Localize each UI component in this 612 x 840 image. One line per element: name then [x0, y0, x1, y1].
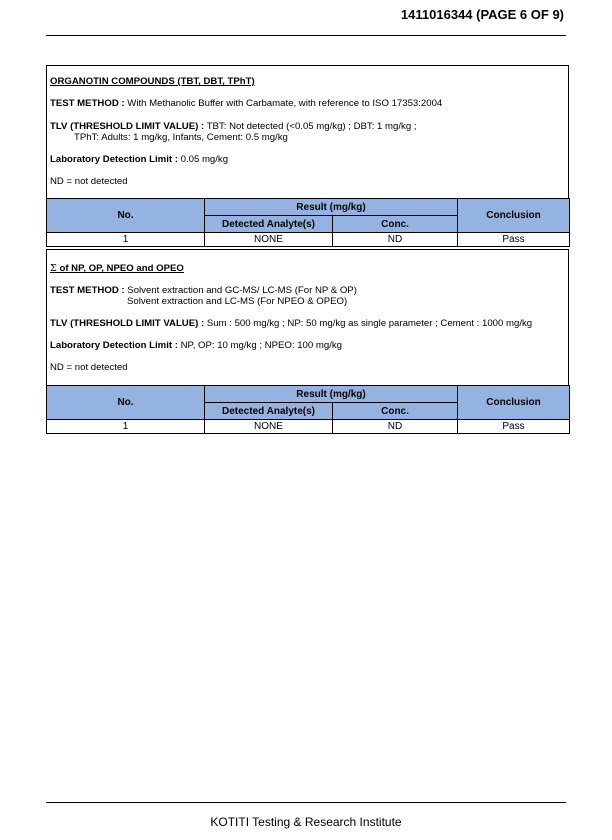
tlv: [50, 318, 532, 329]
tlv-label: TLV (THRESHOLD LIMIT VALUE) :: [50, 121, 205, 132]
header-divider: [46, 35, 566, 36]
test-method: [50, 98, 442, 109]
footer-institute: KOTITI Testing & Research Institute: [210, 815, 402, 829]
col-header-no: No.: [47, 199, 205, 233]
nd-note: ND = not detected: [50, 362, 128, 373]
tlv-text: Sum : 500 mg/kg ; NP: 50 mg/kg as single parameter ; Cement : 1000 mg/kg: [204, 318, 533, 329]
np-op-result-table: [46, 385, 570, 434]
organotin-section: [46, 65, 569, 199]
test-method-text: Solvent extraction and GC-MS/ LC-MS (For NP & OP): [124, 285, 357, 296]
footer-divider: [46, 802, 566, 803]
col-header-conclusion: Conclusion: [458, 386, 570, 420]
detection-limit: [50, 340, 342, 351]
tlv-text-continued: TPhT: Adults: 1 mg/kg, Infants, Cement: 0.5 mg/kg: [74, 132, 288, 143]
cell-conc: ND: [333, 233, 458, 247]
col-header-conc: Conc.: [333, 403, 458, 420]
nd-note: ND = not detected: [50, 176, 128, 187]
col-header-result: Result (mg/kg): [205, 199, 458, 216]
detection-limit-text: 0.05 mg/kg: [177, 154, 229, 165]
col-header-conc: Conc.: [333, 216, 458, 233]
detection-limit-label: Laboratory Detection Limit :: [50, 154, 178, 165]
organotin-result-table: [46, 198, 570, 247]
cell-conclusion: Pass: [458, 233, 570, 247]
cell-analyte: NONE: [205, 420, 333, 434]
cell-no: 1: [47, 420, 205, 434]
test-method-label: TEST METHOD :: [50, 285, 125, 296]
section-title: ORGANOTIN COMPOUNDS (TBT, DBT, TPhT): [50, 76, 255, 87]
test-method-label: TEST METHOD :: [50, 98, 125, 109]
test-method-text-continued: Solvent extraction and LC-MS (For NPEO & OPEO): [127, 296, 348, 307]
col-header-result: Result (mg/kg): [205, 386, 458, 403]
section-title: [50, 263, 184, 274]
tlv: [50, 121, 417, 132]
table-row: [47, 420, 570, 434]
report-reference: 1411016344 (PAGE 6 OF 9): [400, 7, 564, 22]
sigma-symbol: Σ: [50, 263, 57, 274]
detection-limit-label: Laboratory Detection Limit :: [50, 340, 178, 351]
section-title-text: of NP, OP, NPEO and OPEO: [56, 263, 184, 274]
test-method: [50, 285, 357, 296]
cell-conclusion: Pass: [458, 420, 570, 434]
np-op-npeo-opeo-section: [46, 249, 569, 385]
detection-limit-text: NP, OP: 10 mg/kg ; NPEO: 100 mg/kg: [177, 340, 342, 351]
table-row: [47, 233, 570, 247]
col-header-analyte: Detected Analyte(s): [205, 216, 333, 233]
detection-limit: [50, 154, 228, 165]
col-header-no: No.: [47, 386, 205, 420]
tlv-text: TBT: Not detected (<0.05 mg/kg) ; DBT: 1 mg/kg ;: [204, 121, 417, 132]
cell-conc: ND: [333, 420, 458, 434]
tlv-label: TLV (THRESHOLD LIMIT VALUE) :: [50, 318, 205, 329]
col-header-conclusion: Conclusion: [458, 199, 570, 233]
cell-no: 1: [47, 233, 205, 247]
test-method-text: With Methanolic Buffer with Carbamate, with reference to ISO 17353:2004: [124, 98, 443, 109]
col-header-analyte: Detected Analyte(s): [205, 403, 333, 420]
cell-analyte: NONE: [205, 233, 333, 247]
